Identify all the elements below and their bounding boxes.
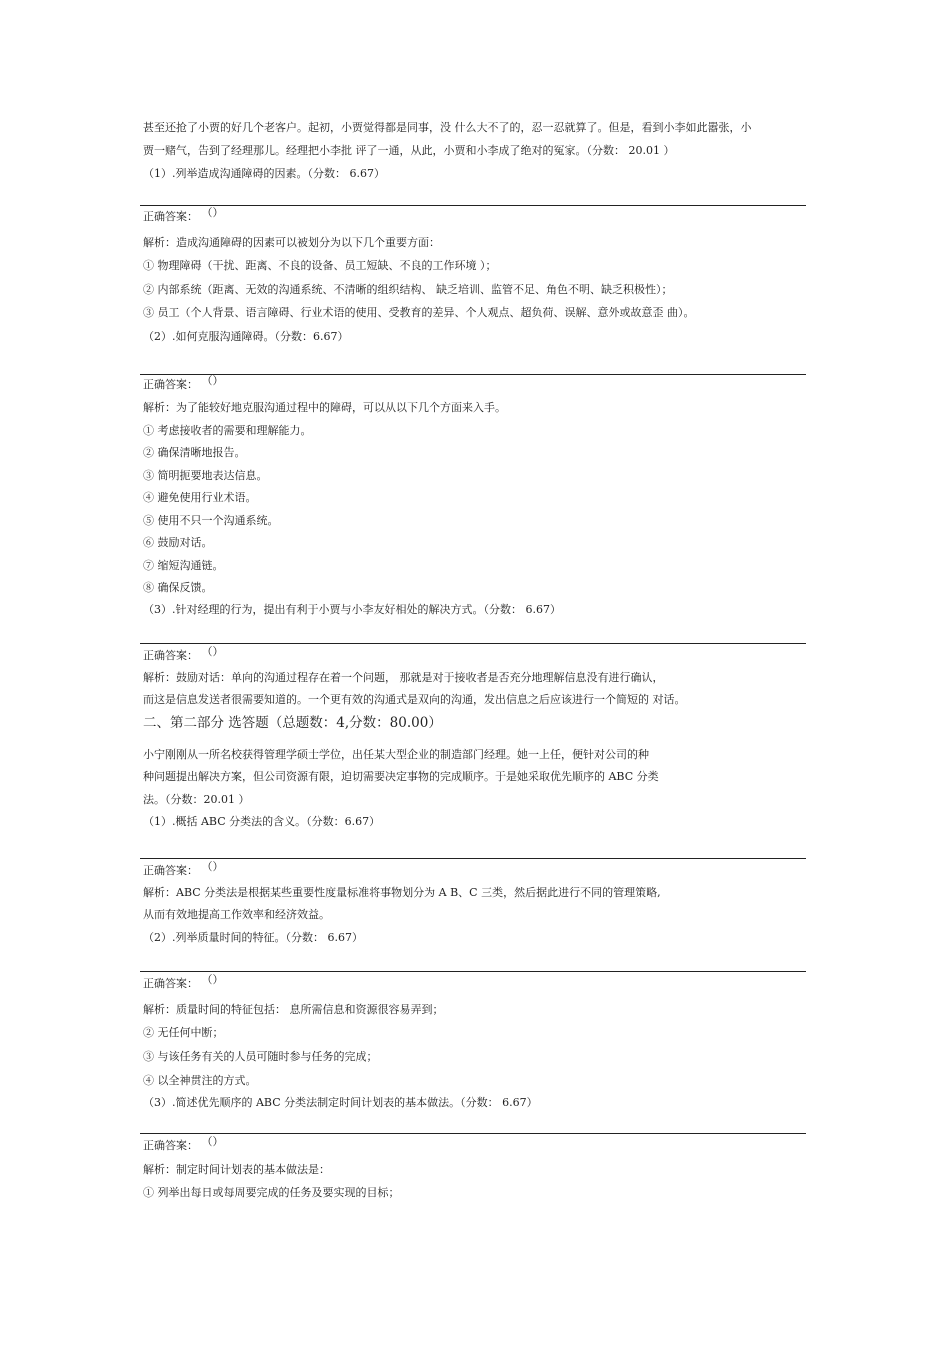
analysis-line: ③ 与该任务有关的人员可随时参与任务的完成；	[143, 1050, 378, 1063]
answer-label: 正确答案：	[143, 1139, 198, 1152]
answer-label: 正确答案：	[143, 378, 198, 391]
answer-label: 正确答案：	[143, 864, 198, 877]
analysis-line: 解析：制定时间计划表的基本做法是：	[143, 1163, 330, 1176]
correct-answer-row	[143, 374, 224, 392]
analysis-line: 解析：ABC 分类法是根据某些重要性度量标准将事物划分为 A B、C 三类，然后据此进行不同的管理策略,	[143, 886, 661, 899]
answer-divider	[140, 643, 806, 644]
analysis-line: ① 列举出每日或每周要完成的任务及要实现的目标；	[143, 1186, 400, 1199]
correct-answer-row	[143, 860, 224, 878]
answer-divider	[140, 858, 806, 859]
question-1-1: （1）.列举造成沟通障碍的因素。（分数： 6.67）	[143, 167, 385, 180]
answer-value: （）	[201, 645, 224, 658]
answer-divider	[140, 205, 806, 206]
answer-value: （）	[201, 973, 224, 986]
analysis-line: ② 无任何中断；	[143, 1026, 224, 1039]
analysis-line: ② 内部系统（距离、无效的沟通系统、不清晰的组织结构、 缺乏培训、监管不足、角色不明、缺乏积极性）；	[143, 283, 673, 296]
question-1-3: （3）.针对经理的行为，提出有利于小贾与小李友好相处的解决方式。（分数： 6.67）	[143, 603, 561, 616]
correct-answer-row	[143, 206, 224, 224]
answer-divider	[140, 971, 806, 972]
answer-value: （）	[201, 1135, 224, 1148]
analysis-line: 解析：造成沟通障碍的因素可以被划分为以下几个重要方面：	[143, 236, 440, 249]
analysis-line: 解析：质量时间的特征包括： 息所需信息和资源很容易弄到；	[143, 1003, 444, 1016]
analysis-line: ② 确保清晰地报告。	[143, 446, 246, 459]
section-heading: 二、第二部分 选答题（总题数：4,分数：80.00）	[143, 715, 442, 731]
question-2-1: （1）.概括 ABC 分类法的含义。（分数：6.67）	[143, 815, 381, 828]
analysis-line: ⑤ 使用不只一个沟通系统。	[143, 514, 279, 527]
analysis-line: ③ 员工（个人背景、语言障碍、行业术语的使用、受教育的差异、个人观点、超负荷、误解、意外或故意歪 曲）。	[143, 306, 695, 319]
case-text-line: 小宁刚刚从一所名校获得管理学硕士学位，出任某大型企业的制造部门经理。她一上任，便针对公司的种	[143, 748, 649, 761]
analysis-line: ④ 避免使用行业术语。	[143, 491, 257, 504]
case-text-line: 种问题提出解决方案，但公司资源有限，迫切需要决定事物的完成顺序。于是她采取优先顺序的 ABC 分类	[143, 770, 659, 783]
question-2-2: （2）.列举质量时间的特征。（分数： 6.67）	[143, 931, 363, 944]
analysis-line: ④ 以全神贯注的方式。	[143, 1074, 257, 1087]
question-1-2: （2）.如何克服沟通障碍。（分数：6.67）	[143, 330, 349, 343]
analysis-line: ① 物理障碍（干扰、距离、不良的设备、员工短缺、不良的工作环境 ）；	[143, 259, 497, 272]
analysis-line: ③ 简明扼要地表达信息。	[143, 469, 268, 482]
answer-value: （）	[201, 374, 224, 387]
analysis-line: 从而有效地提高工作效率和经济效益。	[143, 908, 330, 921]
analysis-line: 而这是信息发送者很需要知道的。一个更有效的沟通式是双向的沟通，发出信息之后应该进行一个简短的 对话。	[143, 693, 686, 706]
correct-answer-row	[143, 645, 224, 663]
case-text-line-1: 甚至还抢了小贾的好几个老客户。起初，小贾觉得都是同事，没 什么大不了的，忍一忍就算了。但是，看到小李如此嚣张，小	[143, 121, 752, 134]
analysis-line: 解析：鼓励对话：单向的沟通过程存在着一个问题， 那就是对于接收者是否充分地理解信息没有进行确认，	[143, 671, 664, 684]
analysis-line: 解析：为了能较好地克服沟通过程中的障碍，可以从以下几个方面来入手。	[143, 401, 506, 414]
question-2-3: （3）.简述优先顺序的 ABC 分类法制定时间计划表的基本做法。（分数： 6.67）	[143, 1096, 538, 1109]
analysis-line: ⑦ 缩短沟通链。	[143, 559, 224, 572]
answer-divider	[140, 1133, 806, 1134]
case-text-line-2: 贾一赌气，告到了经理那儿。经理把小李批 评了一通，从此，小贾和小李成了绝对的冤家。（分数： 20.01 ）	[143, 144, 675, 157]
correct-answer-row	[143, 973, 224, 991]
answer-label: 正确答案：	[143, 649, 198, 662]
correct-answer-row	[143, 1135, 224, 1153]
answer-value: （）	[201, 206, 224, 219]
case-text-line: 法。（分数：20.01 ）	[143, 793, 250, 806]
answer-label: 正确答案：	[143, 977, 198, 990]
answer-value: （）	[201, 860, 224, 873]
answer-label: 正确答案：	[143, 210, 198, 223]
analysis-line: ⑧ 确保反馈。	[143, 581, 213, 594]
analysis-line: ① 考虑接收者的需要和理解能力。	[143, 424, 312, 437]
analysis-line: ⑥ 鼓励对话。	[143, 536, 213, 549]
answer-divider	[140, 374, 806, 375]
